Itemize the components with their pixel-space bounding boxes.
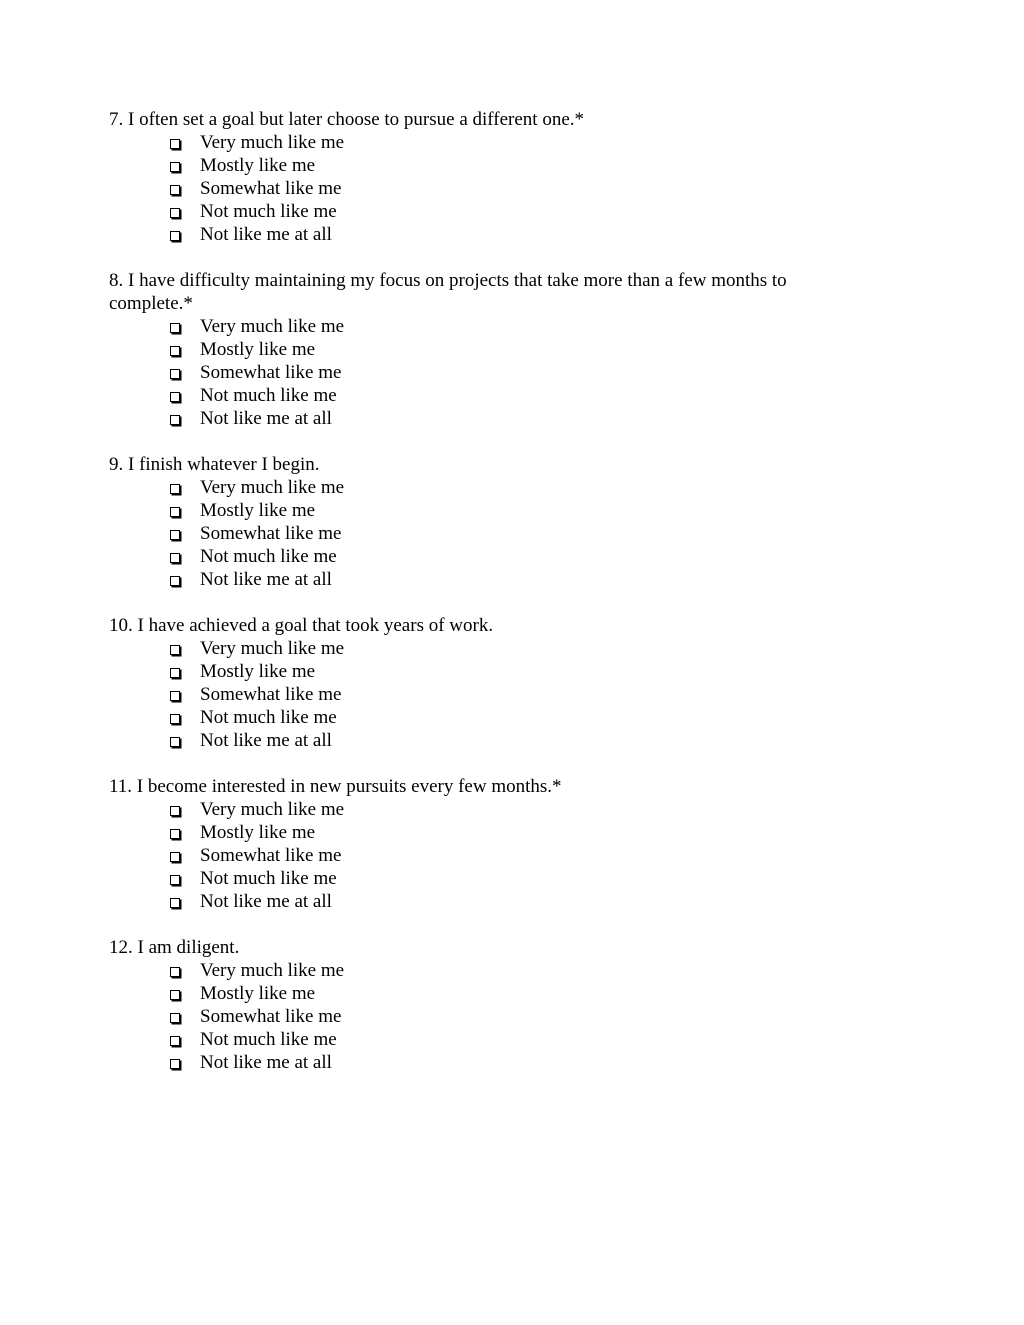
checkbox-icon[interactable] bbox=[170, 208, 180, 218]
answer-options bbox=[109, 476, 869, 591]
answer-option[interactable] bbox=[169, 384, 869, 407]
checkbox-icon[interactable] bbox=[170, 507, 180, 517]
answer-option[interactable] bbox=[169, 154, 869, 177]
question-list bbox=[109, 108, 869, 1097]
checkbox-icon[interactable] bbox=[170, 875, 180, 885]
answer-option[interactable] bbox=[169, 1028, 869, 1051]
answer-option[interactable] bbox=[169, 131, 869, 154]
option-label: Very much like me bbox=[200, 638, 345, 659]
option-label: Very much like me bbox=[200, 799, 345, 820]
answer-options bbox=[109, 131, 869, 246]
option-label: Very much like me bbox=[200, 316, 345, 337]
question-10 bbox=[109, 614, 869, 752]
checkbox-icon[interactable] bbox=[170, 1036, 180, 1046]
question-text: 9. I finish whatever I begin. bbox=[109, 454, 320, 475]
answer-option[interactable] bbox=[169, 844, 869, 867]
answer-option[interactable] bbox=[169, 867, 869, 890]
answer-option[interactable] bbox=[169, 798, 869, 821]
checkbox-icon[interactable] bbox=[170, 369, 180, 379]
checkbox-icon[interactable] bbox=[170, 829, 180, 839]
checkbox-icon[interactable] bbox=[170, 392, 180, 402]
checkbox-icon[interactable] bbox=[170, 323, 180, 333]
checkbox-icon[interactable] bbox=[170, 415, 180, 425]
checkbox-icon[interactable] bbox=[170, 852, 180, 862]
option-label: Not much like me bbox=[200, 385, 337, 406]
option-label: Not like me at all bbox=[200, 730, 332, 751]
option-label: Mostly like me bbox=[200, 661, 316, 682]
question-text: 12. I am diligent. bbox=[109, 937, 240, 958]
answer-option[interactable] bbox=[169, 568, 869, 591]
answer-option[interactable] bbox=[169, 890, 869, 913]
question-text: 8. I have difficulty maintaining my focus on projects that take more than a few months to complete.* bbox=[109, 270, 787, 314]
checkbox-icon[interactable] bbox=[170, 898, 180, 908]
option-label: Very much like me bbox=[200, 132, 345, 153]
checkbox-icon[interactable] bbox=[170, 530, 180, 540]
checkbox-icon[interactable] bbox=[170, 967, 180, 977]
answer-option[interactable] bbox=[169, 499, 869, 522]
answer-option[interactable] bbox=[169, 1051, 869, 1074]
question-text: 10. I have achieved a goal that took years of work. bbox=[109, 615, 494, 636]
checkbox-icon[interactable] bbox=[170, 185, 180, 195]
answer-option[interactable] bbox=[169, 982, 869, 1005]
checkbox-icon[interactable] bbox=[170, 806, 180, 816]
option-label: Mostly like me bbox=[200, 983, 316, 1004]
answer-option[interactable] bbox=[169, 177, 869, 200]
checkbox-icon[interactable] bbox=[170, 231, 180, 241]
answer-option[interactable] bbox=[169, 821, 869, 844]
answer-options bbox=[109, 959, 869, 1074]
option-label: Not like me at all bbox=[200, 408, 332, 429]
option-label: Somewhat like me bbox=[200, 1006, 342, 1027]
answer-option[interactable] bbox=[169, 200, 869, 223]
option-label: Somewhat like me bbox=[200, 684, 342, 705]
checkbox-icon[interactable] bbox=[170, 484, 180, 494]
option-label: Very much like me bbox=[200, 960, 345, 981]
option-label: Not much like me bbox=[200, 868, 337, 889]
question-9 bbox=[109, 453, 869, 591]
checkbox-icon[interactable] bbox=[170, 346, 180, 356]
option-label: Somewhat like me bbox=[200, 845, 342, 866]
answer-option[interactable] bbox=[169, 1005, 869, 1028]
question-8 bbox=[109, 269, 869, 430]
option-label: Not much like me bbox=[200, 201, 337, 222]
answer-options bbox=[109, 798, 869, 913]
checkbox-icon[interactable] bbox=[170, 737, 180, 747]
answer-option[interactable] bbox=[169, 315, 869, 338]
answer-option[interactable] bbox=[169, 706, 869, 729]
checkbox-icon[interactable] bbox=[170, 1059, 180, 1069]
answer-option[interactable] bbox=[169, 522, 869, 545]
option-label: Not like me at all bbox=[200, 569, 332, 590]
answer-option[interactable] bbox=[169, 660, 869, 683]
option-label: Not like me at all bbox=[200, 891, 332, 912]
answer-option[interactable] bbox=[169, 338, 869, 361]
option-label: Somewhat like me bbox=[200, 523, 342, 544]
answer-option[interactable] bbox=[169, 959, 869, 982]
checkbox-icon[interactable] bbox=[170, 668, 180, 678]
answer-options bbox=[109, 315, 869, 430]
checkbox-icon[interactable] bbox=[170, 990, 180, 1000]
option-label: Not like me at all bbox=[200, 1052, 332, 1073]
checkbox-icon[interactable] bbox=[170, 139, 180, 149]
answer-option[interactable] bbox=[169, 729, 869, 752]
option-label: Not like me at all bbox=[200, 224, 332, 245]
question-12 bbox=[109, 936, 869, 1074]
checkbox-icon[interactable] bbox=[170, 1013, 180, 1023]
option-label: Not much like me bbox=[200, 546, 337, 567]
answer-options bbox=[109, 637, 869, 752]
answer-option[interactable] bbox=[169, 361, 869, 384]
question-11 bbox=[109, 775, 869, 913]
option-label: Mostly like me bbox=[200, 500, 316, 521]
checkbox-icon[interactable] bbox=[170, 645, 180, 655]
question-7 bbox=[109, 108, 869, 246]
answer-option[interactable] bbox=[169, 545, 869, 568]
option-label: Mostly like me bbox=[200, 155, 316, 176]
option-label: Very much like me bbox=[200, 477, 345, 498]
option-label: Mostly like me bbox=[200, 339, 316, 360]
option-label: Somewhat like me bbox=[200, 362, 342, 383]
answer-option[interactable] bbox=[169, 223, 869, 246]
checkbox-icon[interactable] bbox=[170, 714, 180, 724]
option-label: Somewhat like me bbox=[200, 178, 342, 199]
option-label: Mostly like me bbox=[200, 822, 316, 843]
question-text: 11. I become interested in new pursuits every few months.* bbox=[109, 776, 562, 797]
answer-option[interactable] bbox=[169, 637, 869, 660]
option-label: Not much like me bbox=[200, 1029, 337, 1050]
answer-option[interactable] bbox=[169, 683, 869, 706]
checkbox-icon[interactable] bbox=[170, 553, 180, 563]
answer-option[interactable] bbox=[169, 407, 869, 430]
checkbox-icon[interactable] bbox=[170, 162, 180, 172]
checkbox-icon[interactable] bbox=[170, 691, 180, 701]
question-text: 7. I often set a goal but later choose to pursue a different one.* bbox=[109, 109, 585, 130]
checkbox-icon[interactable] bbox=[170, 576, 180, 586]
option-label: Not much like me bbox=[200, 707, 337, 728]
answer-option[interactable] bbox=[169, 476, 869, 499]
